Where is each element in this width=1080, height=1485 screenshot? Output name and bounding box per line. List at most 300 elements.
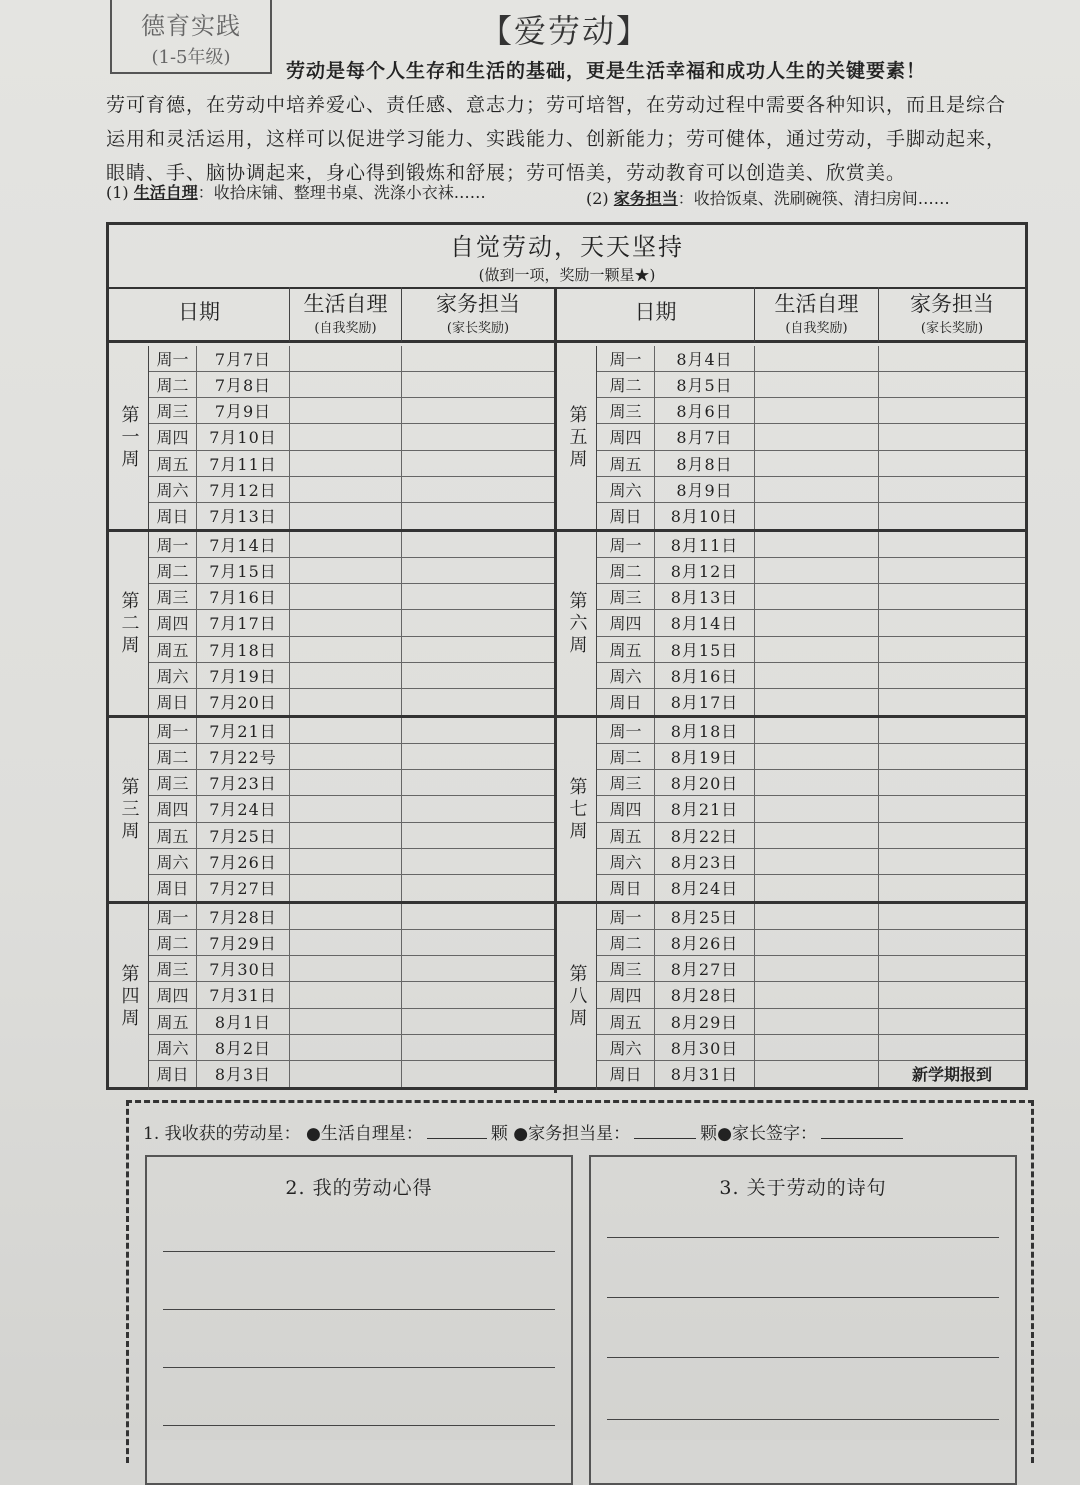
- day-row: [149, 477, 554, 503]
- housework-star-cell[interactable]: [879, 718, 1025, 743]
- housework-star-cell[interactable]: [402, 1035, 554, 1060]
- date-cell: 8月13日: [655, 584, 755, 609]
- self-care-star-cell[interactable]: [290, 1009, 402, 1034]
- date-cell: 8月5日: [655, 372, 755, 397]
- writing-line[interactable]: [607, 1419, 999, 1420]
- labor-poem-title: 3. 关于劳动的诗句: [719, 1177, 887, 1199]
- self-care-star-cell[interactable]: [755, 532, 879, 557]
- date-cell: 7月9日: [197, 398, 290, 423]
- weekday-cell: 周五: [149, 1009, 197, 1034]
- date-cell: 8月20日: [655, 770, 755, 795]
- day-row: [597, 718, 1025, 744]
- weekday-cell: 周一: [597, 346, 655, 371]
- day-row: [597, 663, 1025, 689]
- weekday-cell: 周日: [149, 503, 197, 529]
- weekday-cell: 周三: [597, 398, 655, 423]
- date-cell: 7月7日: [197, 346, 290, 371]
- self-care-star-cell[interactable]: [290, 663, 402, 688]
- weekday-cell: 周一: [597, 904, 655, 929]
- date-cell: 7月18日: [197, 637, 290, 662]
- date-cell: 8月7日: [655, 424, 755, 449]
- self-care-star-cell[interactable]: [755, 558, 879, 583]
- housework-star-cell[interactable]: [402, 904, 554, 929]
- self-care-star-cell[interactable]: [290, 689, 402, 715]
- date-cell: 7月21日: [197, 718, 290, 743]
- weekday-cell: 周三: [149, 956, 197, 981]
- date-cell: 8月8日: [655, 451, 755, 476]
- table-header: [109, 225, 1025, 289]
- date-cell: 7月19日: [197, 663, 290, 688]
- stars-summary: [143, 1119, 1023, 1144]
- self-care-star-cell[interactable]: [755, 770, 879, 795]
- self-care-star-cell[interactable]: [755, 1061, 879, 1087]
- housework-star-cell[interactable]: [879, 875, 1025, 901]
- housework-star-cell[interactable]: 新学期报到: [911, 1065, 992, 1085]
- weekday-cell: 周一: [149, 904, 197, 929]
- self-care-star-cell[interactable]: [290, 398, 402, 423]
- day-row: [149, 503, 554, 529]
- day-row: [597, 823, 1025, 849]
- housework-star-cell[interactable]: [402, 718, 554, 743]
- day-row: [149, 1009, 554, 1035]
- housework-star-cell[interactable]: [879, 637, 1025, 662]
- day-row: [149, 770, 554, 796]
- left-home-header-note: (家长奖励): [446, 321, 510, 336]
- day-row: [149, 398, 554, 424]
- week-block: [557, 532, 1025, 718]
- weekday-cell: 周四: [149, 424, 197, 449]
- day-row: [597, 424, 1025, 450]
- date-cell: 7月16日: [197, 584, 290, 609]
- housework-star-cell[interactable]: [879, 398, 1025, 423]
- housework-star-cell[interactable]: [879, 930, 1025, 955]
- day-row: [597, 451, 1025, 477]
- weekday-cell: 周二: [597, 558, 655, 583]
- date-cell: 8月3日: [197, 1061, 290, 1087]
- housework-star-cell[interactable]: [879, 610, 1025, 635]
- day-row: [597, 637, 1025, 663]
- day-row: [597, 503, 1025, 529]
- left-home-header: [402, 287, 554, 343]
- right-date-header: [557, 287, 755, 343]
- housework-star-cell[interactable]: [402, 663, 554, 688]
- self-care-star-cell[interactable]: [290, 849, 402, 874]
- date-cell: 8月28日: [655, 982, 755, 1007]
- week-label-text: 第二周: [118, 590, 140, 657]
- example-1: [106, 183, 486, 202]
- week-block: [109, 718, 554, 904]
- day-row: [149, 930, 554, 956]
- writing-line[interactable]: [607, 1297, 999, 1298]
- day-row: [149, 424, 554, 450]
- date-cell: 8月10日: [655, 503, 755, 529]
- self-care-star-cell[interactable]: [290, 956, 402, 981]
- day-row: [597, 744, 1025, 770]
- housework-star-cell[interactable]: [879, 663, 1025, 688]
- date-cell: 8月26日: [655, 930, 755, 955]
- week-label-text: 第四周: [118, 964, 140, 1030]
- day-row: [597, 956, 1025, 982]
- housework-star-cell[interactable]: [402, 477, 554, 502]
- self-care-star-cell[interactable]: [755, 823, 879, 848]
- right-self-header: [755, 287, 879, 343]
- self-care-star-cell[interactable]: [755, 372, 879, 397]
- day-row: [597, 558, 1025, 584]
- housework-star-cell[interactable]: [402, 849, 554, 874]
- day-row: [149, 346, 554, 372]
- home-star-label: ●家务担当星：: [513, 1124, 631, 1144]
- housework-star-cell[interactable]: [879, 956, 1025, 981]
- self-care-star-cell[interactable]: [755, 982, 879, 1007]
- writing-line[interactable]: [607, 1237, 999, 1238]
- housework-star-cell[interactable]: [879, 558, 1025, 583]
- housework-star-cell[interactable]: [879, 904, 1025, 929]
- self-care-star-cell[interactable]: [290, 744, 402, 769]
- date-cell: 8月24日: [655, 875, 755, 901]
- self-care-star-cell[interactable]: [290, 823, 402, 848]
- self-care-star-cell[interactable]: [755, 930, 879, 955]
- self-care-star-cell[interactable]: [755, 796, 879, 821]
- date-cell: 8月11日: [655, 532, 755, 557]
- week-label: [109, 718, 149, 901]
- self-star-label: ●生活自理星：: [306, 1124, 423, 1144]
- right-self-header-note: (自我奖励): [785, 321, 848, 336]
- self-care-star-cell[interactable]: [755, 718, 879, 743]
- self-care-star-cell[interactable]: [755, 849, 879, 874]
- date-cell: 8月30日: [655, 1035, 755, 1060]
- week-label: [109, 346, 149, 529]
- day-row: [149, 744, 554, 770]
- example-1-label: 生活自理: [133, 183, 198, 202]
- housework-star-cell[interactable]: [402, 796, 554, 821]
- example-2: [586, 186, 950, 209]
- self-care-star-cell[interactable]: [290, 770, 402, 795]
- self-care-star-cell[interactable]: [290, 451, 402, 476]
- housework-star-cell[interactable]: [879, 372, 1025, 397]
- week-label-text: 第八周: [566, 964, 588, 1030]
- housework-star-cell[interactable]: [402, 930, 554, 955]
- housework-star-cell[interactable]: [402, 584, 554, 609]
- weekday-cell: 周五: [149, 823, 197, 848]
- weekday-cell: 周二: [597, 372, 655, 397]
- weekday-cell: 周日: [597, 503, 655, 529]
- day-row: [149, 904, 554, 930]
- self-care-star-cell[interactable]: [755, 503, 879, 529]
- right-home-header: [879, 287, 1025, 343]
- parent-sign-field[interactable]: [821, 1138, 903, 1139]
- weekday-cell: 周六: [597, 663, 655, 688]
- date-cell: 7月11日: [197, 451, 290, 476]
- housework-star-cell[interactable]: [879, 451, 1025, 476]
- badge-title: 德育实践: [141, 12, 241, 40]
- date-cell: 7月15日: [197, 558, 290, 583]
- weekday-cell: 周六: [597, 477, 655, 502]
- self-care-star-cell[interactable]: [290, 532, 402, 557]
- self-care-star-cell[interactable]: [290, 875, 402, 901]
- weekday-cell: 周二: [597, 930, 655, 955]
- date-cell: 7月31日: [197, 982, 290, 1007]
- housework-star-cell[interactable]: [879, 584, 1025, 609]
- day-row: [149, 663, 554, 689]
- left-self-header-label: 生活自理: [303, 292, 388, 316]
- labor-poem-box: [589, 1155, 1017, 1485]
- date-cell: 7月25日: [197, 823, 290, 848]
- self-care-star-cell[interactable]: [755, 1035, 879, 1060]
- day-row: [149, 982, 554, 1008]
- self-care-star-cell[interactable]: [755, 424, 879, 449]
- housework-star-cell[interactable]: [402, 689, 554, 715]
- self-care-star-cell[interactable]: [290, 637, 402, 662]
- weekday-cell: 周六: [597, 1035, 655, 1060]
- self-care-star-cell[interactable]: [290, 372, 402, 397]
- day-row: [597, 875, 1025, 901]
- weekday-cell: 周三: [149, 398, 197, 423]
- date-cell: 8月15日: [655, 637, 755, 662]
- week-label: [109, 904, 149, 1090]
- housework-star-cell[interactable]: [402, 372, 554, 397]
- day-row: [149, 532, 554, 558]
- day-row: [597, 689, 1025, 715]
- date-cell: 7月13日: [197, 503, 290, 529]
- writing-line[interactable]: [163, 1309, 555, 1310]
- day-row: [149, 1061, 554, 1087]
- week-label-text: 第六周: [566, 590, 588, 657]
- week-label: [557, 718, 597, 901]
- weekday-cell: 周四: [597, 610, 655, 635]
- example-1-prefix: (1): [106, 183, 129, 202]
- writing-line[interactable]: [163, 1367, 555, 1368]
- self-care-star-cell[interactable]: [290, 904, 402, 929]
- date-cell: 7月29日: [197, 930, 290, 955]
- week-label: [557, 532, 597, 715]
- labor-reflection-title: 2. 我的劳动心得: [285, 1177, 433, 1199]
- self-care-star-cell[interactable]: [755, 744, 879, 769]
- housework-star-cell[interactable]: [402, 503, 554, 529]
- day-row: [149, 610, 554, 636]
- weekday-cell: 周日: [149, 1061, 197, 1087]
- self-care-star-cell[interactable]: [755, 904, 879, 929]
- housework-star-cell[interactable]: [402, 346, 554, 371]
- day-row: [597, 372, 1025, 398]
- date-cell: 8月22日: [655, 823, 755, 848]
- left-self-header-note: (自我奖励): [314, 321, 377, 336]
- week-label-text: 第七周: [566, 776, 588, 843]
- date-cell: 8月2日: [197, 1035, 290, 1060]
- examples: [106, 180, 1041, 208]
- self-care-star-cell[interactable]: [755, 663, 879, 688]
- housework-star-cell[interactable]: [402, 1009, 554, 1034]
- weekday-cell: 周日: [149, 689, 197, 715]
- housework-star-cell[interactable]: [402, 875, 554, 901]
- week-block: [557, 346, 1025, 532]
- day-row: [597, 1061, 1025, 1087]
- self-care-star-cell[interactable]: [755, 610, 879, 635]
- weekday-cell: 周日: [597, 689, 655, 715]
- day-row: [597, 1035, 1025, 1061]
- home-star-count-field[interactable]: [634, 1138, 696, 1139]
- day-row: [149, 875, 554, 901]
- self-care-star-cell[interactable]: [755, 346, 879, 371]
- self-care-star-cell[interactable]: [290, 796, 402, 821]
- day-row: [597, 982, 1025, 1008]
- week-block: [557, 904, 1025, 1090]
- self-care-star-cell[interactable]: [755, 637, 879, 662]
- date-cell: 7月14日: [197, 532, 290, 557]
- week-block: [557, 718, 1025, 904]
- housework-star-cell[interactable]: [879, 346, 1025, 371]
- weekday-cell: 周一: [597, 532, 655, 557]
- self-care-star-cell[interactable]: [290, 558, 402, 583]
- date-cell: 8月4日: [655, 346, 755, 371]
- self-care-star-cell[interactable]: [755, 451, 879, 476]
- self-care-star-cell[interactable]: [290, 503, 402, 529]
- day-row: [597, 770, 1025, 796]
- day-row: [149, 1035, 554, 1061]
- weekday-cell: 周日: [597, 1061, 655, 1087]
- weekday-cell: 周五: [597, 1009, 655, 1034]
- date-cell: 7月10日: [197, 424, 290, 449]
- self-care-star-cell[interactable]: [290, 424, 402, 449]
- self-care-star-cell[interactable]: [755, 875, 879, 901]
- weekday-cell: 周六: [149, 849, 197, 874]
- day-row: [597, 796, 1025, 822]
- day-row: [149, 796, 554, 822]
- writing-line[interactable]: [607, 1357, 999, 1358]
- housework-star-cell[interactable]: [402, 770, 554, 795]
- day-row: [597, 477, 1025, 503]
- housework-star-cell[interactable]: [879, 849, 1025, 874]
- housework-star-cell[interactable]: [402, 956, 554, 981]
- day-row: [597, 904, 1025, 930]
- housework-star-cell[interactable]: [879, 477, 1025, 502]
- self-care-star-cell[interactable]: [755, 1009, 879, 1034]
- self-care-star-cell[interactable]: [290, 718, 402, 743]
- self-care-star-cell[interactable]: [755, 956, 879, 981]
- weekday-cell: 周五: [149, 451, 197, 476]
- date-cell: 8月16日: [655, 663, 755, 688]
- date-cell: 8月1日: [197, 1009, 290, 1034]
- housework-star-cell[interactable]: [879, 424, 1025, 449]
- intro-line-2: 劳可育德，在劳动中培养爱心、责任感、意志力；劳可培智，在劳动过程中需要各种知识，而且是综合: [106, 94, 1007, 116]
- housework-star-cell[interactable]: [879, 744, 1025, 769]
- self-care-star-cell[interactable]: [290, 1061, 402, 1087]
- weekday-cell: 周一: [149, 346, 197, 371]
- weekday-cell: 周四: [597, 424, 655, 449]
- left-home-header-label: 家务担当: [436, 292, 520, 316]
- self-care-star-cell[interactable]: [290, 346, 402, 371]
- self-care-star-cell[interactable]: [290, 584, 402, 609]
- self-care-star-cell[interactable]: [290, 982, 402, 1007]
- right-self-header-label: 生活自理: [774, 292, 859, 316]
- example-1-text: ：收拾床铺、整理书桌、洗涤小衣袜……: [197, 183, 486, 202]
- housework-star-cell[interactable]: [879, 689, 1025, 715]
- housework-star-cell[interactable]: [402, 398, 554, 423]
- day-row: [597, 346, 1025, 372]
- date-cell: 7月23日: [197, 770, 290, 795]
- weekday-cell: 周五: [597, 637, 655, 662]
- week-label: [557, 346, 597, 529]
- housework-star-cell[interactable]: [402, 532, 554, 557]
- weekday-cell: 周四: [597, 796, 655, 821]
- example-2-prefix: (2): [586, 189, 609, 208]
- housework-star-cell[interactable]: [402, 610, 554, 635]
- housework-star-cell[interactable]: [879, 796, 1025, 821]
- housework-star-cell[interactable]: [402, 637, 554, 662]
- housework-star-cell[interactable]: [879, 770, 1025, 795]
- self-care-star-cell[interactable]: [755, 398, 879, 423]
- right-home-header-label: 家务担当: [910, 292, 994, 316]
- weekday-cell: 周六: [597, 849, 655, 874]
- weekday-cell: 周日: [597, 875, 655, 901]
- intro-line-1: 劳动是每个人生存和生活的基础，更是生活幸福和成功人生的关键要素！: [286, 60, 927, 82]
- weekday-cell: 周三: [149, 770, 197, 795]
- writing-line[interactable]: [163, 1251, 555, 1252]
- self-care-star-cell[interactable]: [290, 930, 402, 955]
- housework-star-cell[interactable]: [402, 1061, 554, 1087]
- date-cell: 8月17日: [655, 689, 755, 715]
- weekday-cell: 周四: [149, 610, 197, 635]
- weekday-cell: 周六: [149, 477, 197, 502]
- housework-star-cell[interactable]: [879, 1035, 1025, 1060]
- self-care-star-cell[interactable]: [290, 477, 402, 502]
- weekday-cell: 周二: [149, 558, 197, 583]
- week-label: [557, 904, 597, 1090]
- self-care-star-cell[interactable]: [755, 584, 879, 609]
- left-self-header: [290, 287, 402, 343]
- self-care-star-cell[interactable]: [755, 689, 879, 715]
- self-care-star-cell[interactable]: [290, 610, 402, 635]
- day-row: [149, 584, 554, 610]
- housework-star-cell[interactable]: [402, 982, 554, 1007]
- date-cell: 8月19日: [655, 744, 755, 769]
- date-cell: 7月27日: [197, 875, 290, 901]
- left-date-header: [109, 287, 290, 343]
- housework-star-cell[interactable]: [402, 558, 554, 583]
- self-care-star-cell[interactable]: [290, 1035, 402, 1060]
- weekday-cell: 周五: [149, 637, 197, 662]
- self-star-count-field[interactable]: [427, 1138, 487, 1139]
- housework-star-cell[interactable]: [402, 424, 554, 449]
- housework-star-cell[interactable]: [879, 823, 1025, 848]
- date-cell: 8月14日: [655, 610, 755, 635]
- housework-star-cell[interactable]: [879, 1009, 1025, 1034]
- weekday-cell: 周三: [597, 770, 655, 795]
- date-cell: 8月9日: [655, 477, 755, 502]
- example-2-label: 家务担当: [613, 189, 678, 208]
- housework-star-cell[interactable]: [879, 503, 1025, 529]
- housework-star-cell[interactable]: [402, 744, 554, 769]
- weekday-cell: 周三: [149, 584, 197, 609]
- weekday-cell: 周四: [597, 982, 655, 1007]
- day-row: [149, 372, 554, 398]
- stars-summary-label: 1. 我收获的劳动星：: [143, 1124, 301, 1144]
- housework-star-cell[interactable]: [879, 532, 1025, 557]
- housework-star-cell[interactable]: [402, 451, 554, 476]
- day-row: [149, 823, 554, 849]
- writing-line[interactable]: [163, 1425, 555, 1426]
- housework-star-cell[interactable]: [879, 982, 1025, 1007]
- weekday-cell: 周二: [597, 744, 655, 769]
- date-cell: 7月20日: [197, 689, 290, 715]
- date-cell: 8月6日: [655, 398, 755, 423]
- housework-star-cell[interactable]: [402, 823, 554, 848]
- date-cell: 7月24日: [197, 796, 290, 821]
- date-cell: 8月18日: [655, 718, 755, 743]
- weekday-cell: 周五: [597, 823, 655, 848]
- left-date-header-label: 日期: [178, 300, 220, 324]
- self-care-star-cell[interactable]: [755, 477, 879, 502]
- week-label-text: 第一周: [118, 404, 140, 471]
